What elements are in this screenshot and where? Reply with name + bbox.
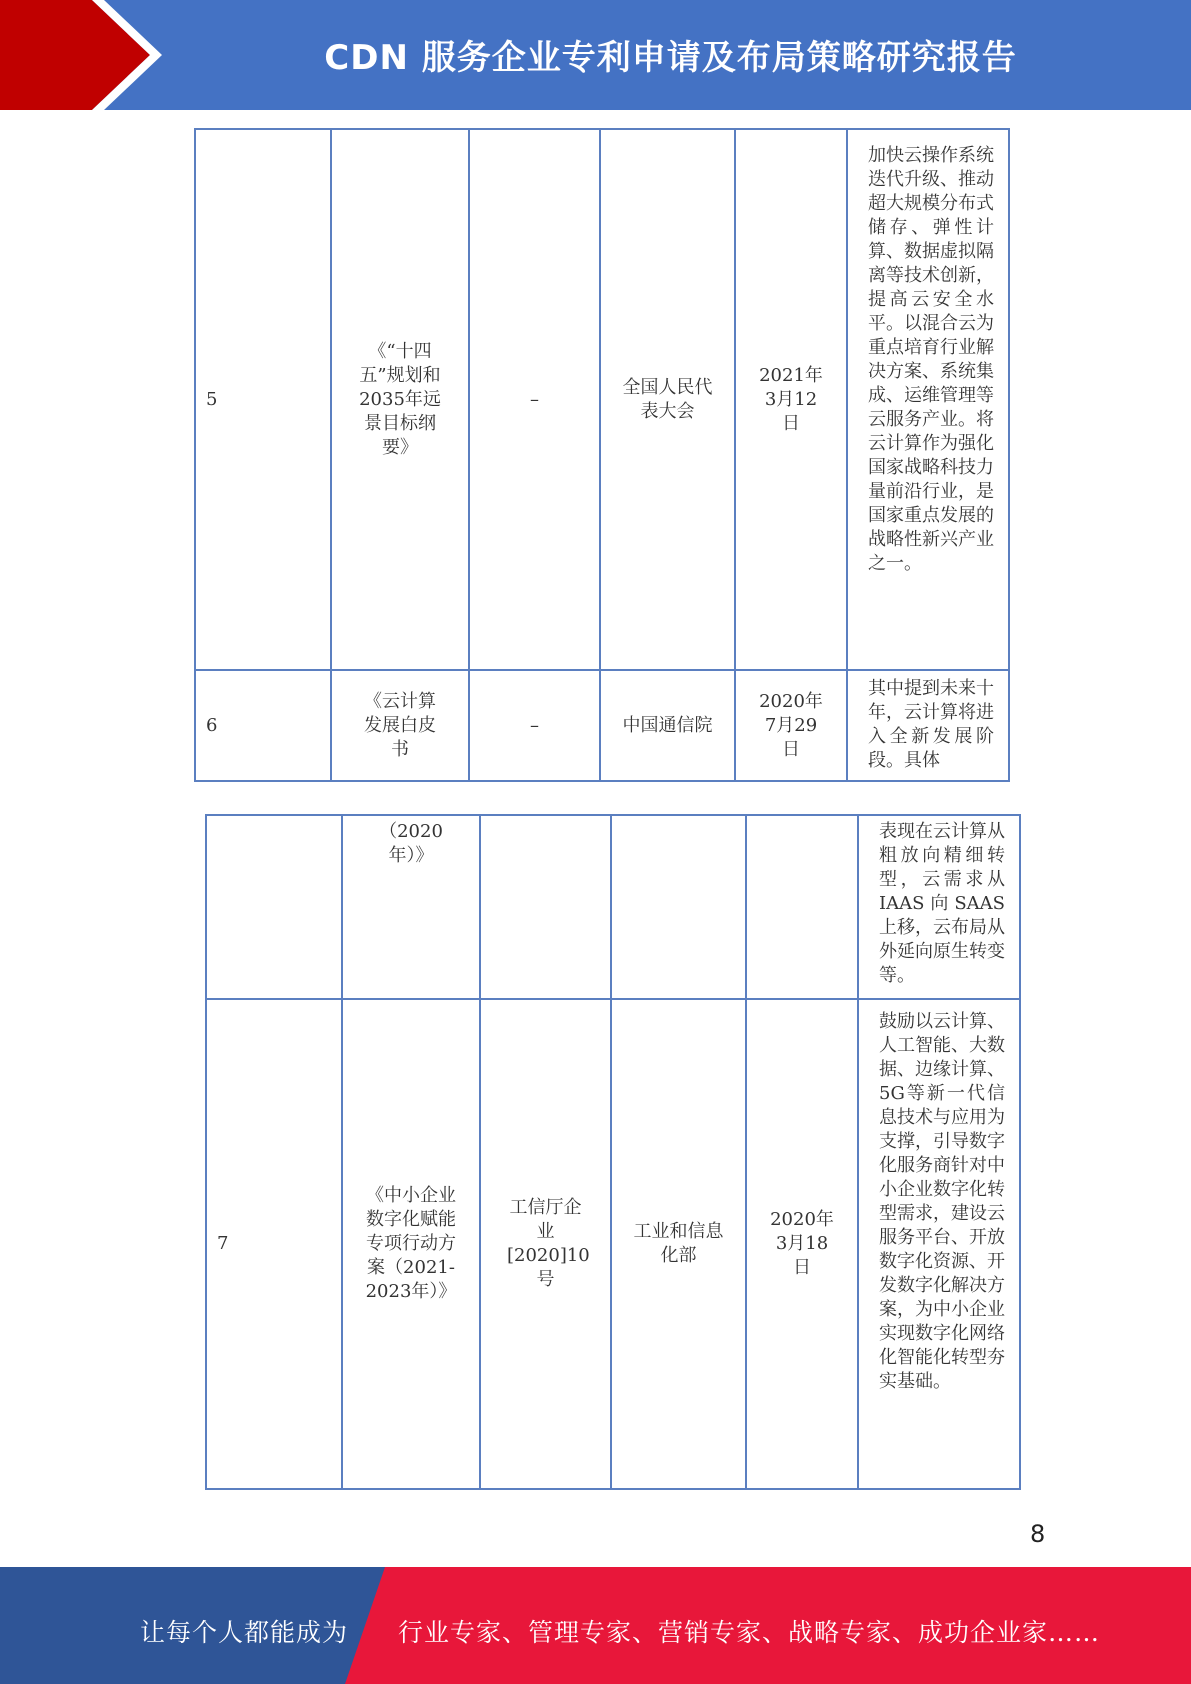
table-row xyxy=(206,999,1020,1489)
document-number: – xyxy=(469,670,600,781)
policy-content: 鼓励以云计算、人工智能、大数据、边缘计算、5G等新一代信息技术与应用为支撑，引导数字化服务商针对中小企业数字化转型需求，建设云服务平台、开放数字化资源、开发数字化解决方案，为中小企业实现数字化网络化智能化转型夯实基础。 xyxy=(858,999,1020,1489)
document-number: – xyxy=(469,129,600,670)
issuing-authority xyxy=(611,815,746,999)
policy-content: 表现在云计算从粗放向精细转型，云需求从IAAS向SAAS上移，云布局从外延向原生转变等。 xyxy=(858,815,1020,999)
issue-date: 2020年3月18日 xyxy=(746,999,858,1489)
row-number: 6 xyxy=(195,670,331,781)
document-number xyxy=(480,815,611,999)
issue-date xyxy=(746,815,858,999)
policy-name: （2020年）》 xyxy=(342,815,480,999)
row-number: 7 xyxy=(206,999,342,1489)
issue-date: 2020年7月29日 xyxy=(735,670,847,781)
policy-name: 《“十四五”规划和2035年远景目标纲要》 xyxy=(331,129,469,670)
header-band xyxy=(0,0,1191,110)
table-row xyxy=(195,129,1009,670)
document-title: CDN 服务企业专利申请及布局策略研究报告 xyxy=(324,38,1017,78)
row-number: 5 xyxy=(195,129,331,670)
footer-slogan-left: 让每个人都能成为 xyxy=(140,1618,349,1647)
policy-content: 其中提到未来十年，云计算将进入全新发展阶段。具体 xyxy=(847,670,1009,781)
issuing-authority: 全国人民代表大会 xyxy=(600,129,735,670)
issue-date: 2021年3月12日 xyxy=(735,129,847,670)
issuing-authority: 中国通信院 xyxy=(600,670,735,781)
table-row xyxy=(206,815,1020,999)
table-row xyxy=(195,670,1009,781)
policy-table-part-1 xyxy=(194,128,1010,782)
issuing-authority: 工业和信息化部 xyxy=(611,999,746,1489)
row-number xyxy=(206,815,342,999)
footer-slogan-right: 行业专家、管理专家、营销专家、战略专家、成功企业家…… xyxy=(398,1618,1101,1647)
policy-name: 《云计算发展白皮书 xyxy=(331,670,469,781)
policy-table-part-2 xyxy=(205,814,1021,1490)
policy-name: 《中小企业数字化赋能专项行动方案（2021-2023年）》 xyxy=(342,999,480,1489)
page-number: 8 xyxy=(1030,1520,1046,1548)
document-number: 工信厅企业[2020]10号 xyxy=(480,999,611,1489)
policy-content: 加快云操作系统迭代升级、推动超大规模分布式储存、弹性计算、数据虚拟隔离等技术创新，提高云安全水平。以混合云为重点培育行业解决方案、系统集成、运维管理等云服务产业。将云计算作为强化国家战略科技力量前沿行业，是国家重点发展的战略性新兴产业之一。 xyxy=(847,129,1009,670)
